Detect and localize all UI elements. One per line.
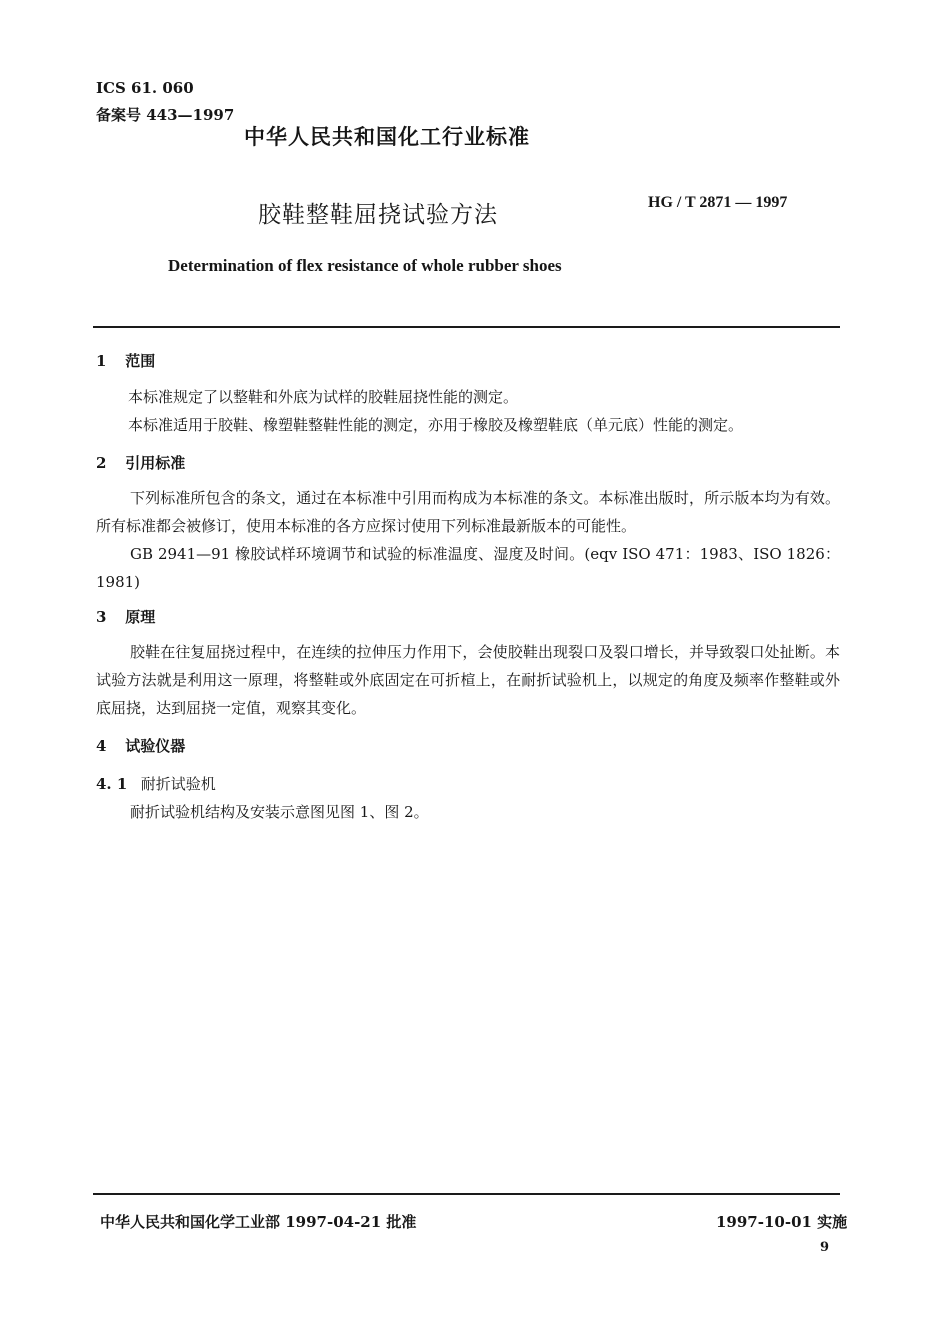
section-1-number: 1 xyxy=(96,352,107,370)
effective-date: 1997-10-01 实施 xyxy=(716,1213,848,1231)
section-2-para-2: GB 2941—91 橡胶试样环境调节和试验的标准温度、湿度及时间。(eqv ISO 471：1983、ISO 1826：1981) xyxy=(96,545,840,591)
section-2-title: 引用标准 xyxy=(125,454,186,472)
section-4-1-number: 4. 1 xyxy=(96,775,128,793)
header-rule xyxy=(93,326,840,328)
section-3-para-1: 胶鞋在往复屈挠过程中，在连续的拉伸压力作用下，会使胶鞋出现裂口及裂口增长，并导致裂口处扯断。本试验方法就是利用这一原理，将整鞋或外底固定在可折楦上，在耐折试验机上，以规定的角度及频率作整鞋或外底屈挠，达到屈挠一定值，观察其变化。 xyxy=(96,643,840,717)
standard-type: 中华人民共和国化工行业标准 xyxy=(244,125,530,149)
ics-code: ICS 61. 060 xyxy=(96,79,194,97)
section-4-heading xyxy=(96,735,185,756)
approval-line: 中华人民共和国化学工业部 1997-04-21 批准 xyxy=(100,1213,417,1231)
section-2-heading xyxy=(96,452,185,473)
section-3-heading xyxy=(96,606,155,627)
standard-code: HG / T 2871 — 1997 xyxy=(648,194,788,211)
section-1-heading xyxy=(96,350,155,371)
section-2-number: 2 xyxy=(96,454,107,472)
section-4-1-heading xyxy=(96,773,216,794)
title-en: Determination of flex resistance of whole rubber shoes xyxy=(168,256,562,275)
section-2-para-1: 下列标准所包含的条文，通过在本标准中引用而构成为本标准的条文。本标准出版时，所示版本均为有效。所有标准都会被修订，使用本标准的各方应探讨使用下列标准最新版本的可能性。 xyxy=(96,489,840,535)
section-4-title: 试验仪器 xyxy=(125,737,186,755)
section-1-para-2: 本标准适用于胶鞋、橡塑鞋整鞋性能的测定，亦用于橡胶及橡塑鞋底（单元底）性能的测定。 xyxy=(128,416,744,434)
section-3-number: 3 xyxy=(96,608,107,626)
section-4-1-para: 耐折试验机结构及安装示意图见图 1、图 2。 xyxy=(130,803,429,821)
page-number: 9 xyxy=(820,1240,830,1255)
section-1-title: 范围 xyxy=(125,352,156,370)
section-4-1-title: 耐折试验机 xyxy=(140,775,216,793)
section-1-para-1: 本标准规定了以整鞋和外底为试样的胶鞋屈挠性能的测定。 xyxy=(128,388,519,406)
filing-number: 备案号 443—1997 xyxy=(96,106,235,124)
section-3-title: 原理 xyxy=(125,608,156,626)
title-cn: 胶鞋整鞋屈挠试验方法 xyxy=(258,202,498,228)
footer-rule xyxy=(93,1193,840,1195)
section-4-number: 4 xyxy=(96,737,107,755)
